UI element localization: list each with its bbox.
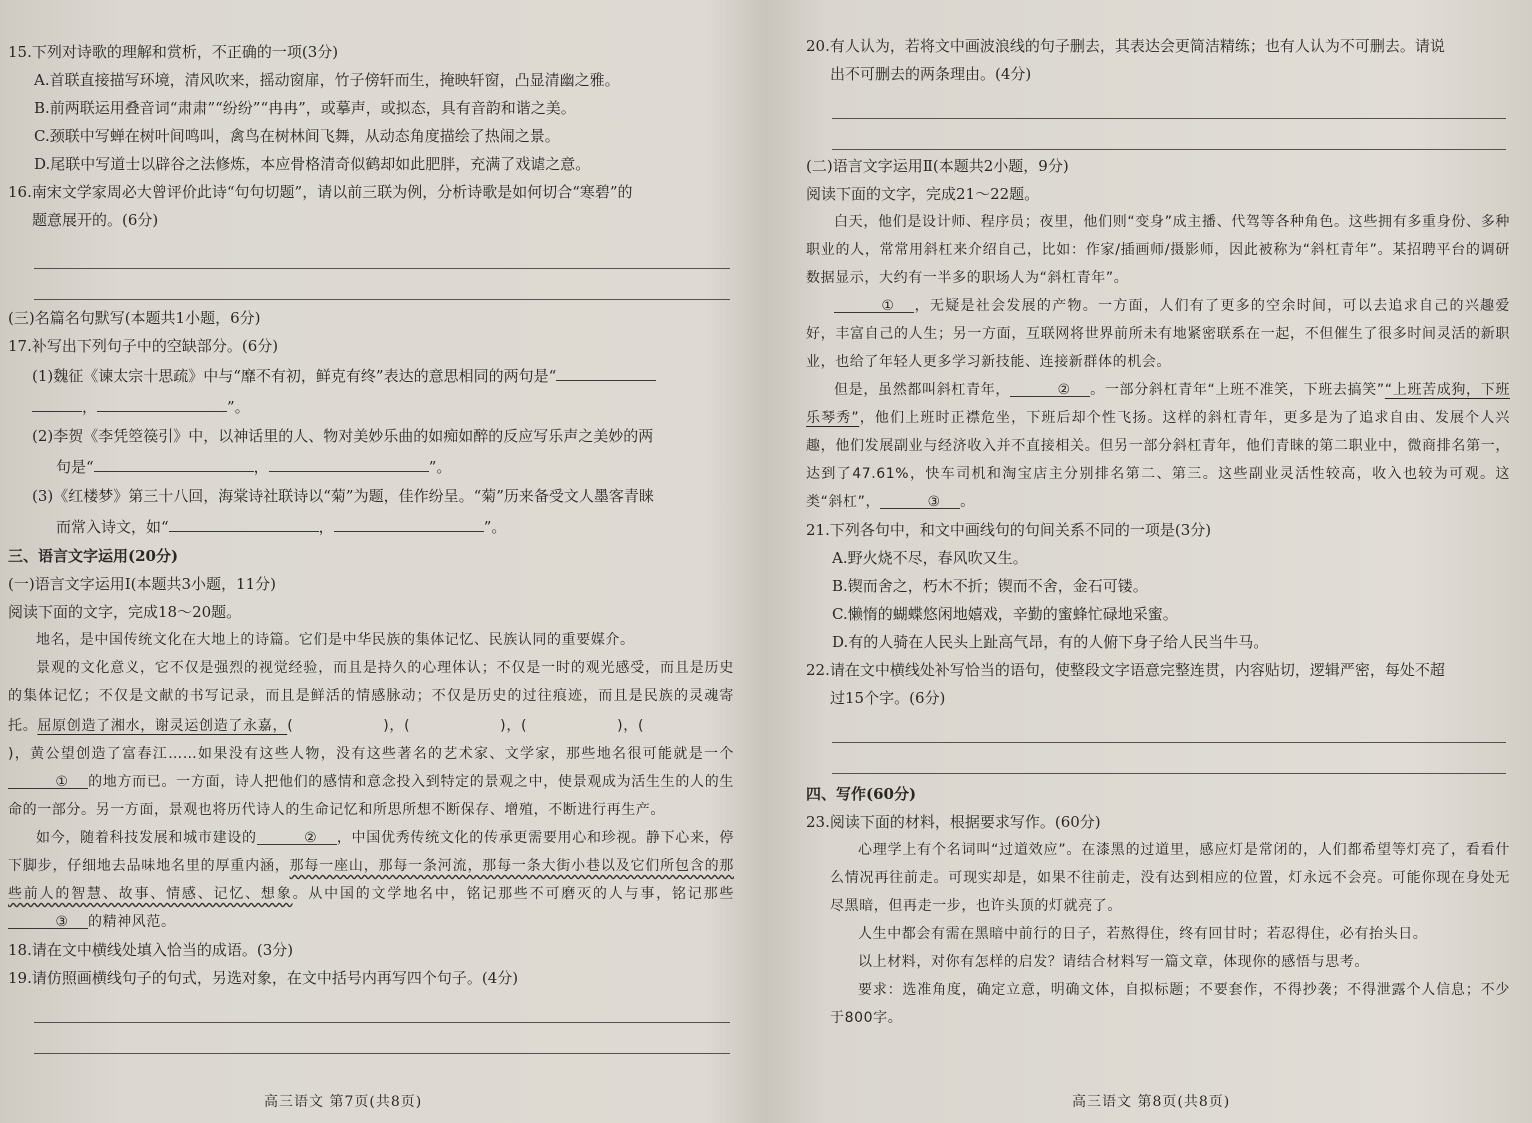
paren-blank[interactable] (527, 710, 617, 730)
underlined-sentence: 屈原创造了湘水，谢灵运创造了永嘉， (37, 718, 288, 734)
passage-text: ， (506, 718, 522, 734)
subsection-2-heading: (二)语言文字运用Ⅱ(本题共2小题，9分) (806, 157, 1069, 175)
paren-blank[interactable] (410, 710, 500, 730)
question-20-line2: 出不可删去的两条理由。(4分) (830, 65, 1032, 83)
passage-text: 的地方而已。一方面，诗人把他们的感情和意念投入到特定的景观之中，使景观成为活生生的人的生命的一部分。另一方面，景观也将历代诗人的生命记忆和所思所想不断保存、增殖，不断进行再生产。 (8, 774, 734, 818)
passage-paragraph-3 (806, 376, 1510, 516)
close-quote: ”。 (428, 458, 452, 476)
reading-instruction: 阅读下面的文字，完成18～20题。 (8, 603, 242, 621)
passage-text: 。从中国的文学地名中，铭记那些不可磨灭的人与事，铭记那些 (292, 886, 734, 902)
question-15-option-c: C.颈联中写蝉在树叶间鸣叫，禽鸟在树林间飞舞，从动态角度描绘了热闹之景。 (34, 127, 560, 145)
material-requirements: 要求：选准角度，确定立意，明确文体，自拟标题；不要套作，不得抄袭；不得泄露个人信息；不少于800字。 (830, 982, 1510, 1026)
material-text: 以上材料，对你有怎样的启发？请结合材料写一篇文章，体现你的感悟与思考。 (858, 954, 1369, 970)
close-quote: ”。 (483, 518, 507, 536)
question-17-part2-lead: 句是“ (56, 458, 94, 476)
passage-text: ，无疑是社会发展的产物。一方面，人们有了更多的空余时间，可以去追求自己的兴趣爱好，丰富自己的人生；另一方面，互联网将世界前所未有地紧密联系在一起，不但催生了很多时间灵活的新职业，也给了年轻人更多学习新技能、连接新群体的机会。 (806, 298, 1510, 370)
page-8-footer: 高三语文 第8页(共8页) (1072, 1094, 1231, 1110)
passage-paragraph-1: 地名，是中国传统文化在大地上的诗篇。它们是中华民族的集体记忆、民族认同的重要媒介。 (36, 632, 635, 648)
answer-line[interactable] (832, 119, 1506, 150)
question-21-stem: 21.下列各句中，和文中画线句的句间关系不同的一项是(3分) (806, 521, 1212, 539)
question-15-option-a: A.首联直接描写环境，清风吹来，摇动窗扉，竹子傍轩而生，掩映轩窗，凸显清幽之雅。 (34, 71, 620, 89)
blank-1[interactable]: ① (8, 768, 88, 789)
material-text: 心理学上有个名词叫“过道效应”。在漆黑的过道里，感应灯是常闭的，人们都希望等灯亮了，看看什么情况再往前走。可现实却是，如果不往前走，没有达到相应的位置，灯永远不会亮。可能你现在身处无尽黑暗，但再走一步，也许头顶的灯就亮了。 (830, 842, 1510, 914)
question-16-line1: 16.南宋文学家周必大曾评价此诗“句句切题”，请以前三联为例，分析诗歌是如何切合“寒碧”的 (8, 183, 633, 201)
blank-3[interactable]: ③ (880, 488, 960, 509)
blank-1[interactable]: ① (834, 292, 914, 313)
answer-line[interactable] (832, 712, 1506, 743)
passage-text: 如今，随着科技发展和城市建设的 (36, 830, 257, 846)
answer-line[interactable] (832, 88, 1506, 119)
blank-3[interactable]: ③ (8, 908, 88, 929)
passage-text: ， (623, 718, 638, 734)
question-17-stem: 17.补写出下列句子中的空缺部分。(6分) (8, 337, 279, 355)
question-21-option-b: B.锲而舍之，朽木不折；锲而不舍，金石可镂。 (832, 577, 1148, 595)
blank-2[interactable]: ② (257, 824, 337, 845)
passage-text: ，中国优秀传统文化的传承更需要用心和珍视。静下心来，停下脚步，仔细地去品味地名里的厚重内涵， (8, 830, 735, 874)
passage-text: 景观的文化意义，它不仅是强烈的视觉经验，而且是持久的心理体认；不仅是一时的观光感受，而且是历史的集体记忆；不仅是文献的书写记录，而且是鲜活的情感脉动；不仅是历史的过往痕迹，而且是民族的灵魂寄托。 (8, 660, 734, 734)
wavy-underlined-sentence: 那每一座山，那每一条河流，那每一条大街小巷以及它们所包含的那些前人的智慧、故事、情感、记忆、想象 (8, 858, 734, 902)
question-18: 18.请在文中横线处填入恰当的成语。(3分) (8, 941, 294, 959)
answer-line[interactable] (34, 992, 730, 1023)
passage-text: 。一部分斜杠青年“上班不准笑，下班去搞笑” (1090, 382, 1385, 398)
answer-line[interactable] (34, 238, 730, 269)
passage-text: ，黄公望创造了富春江……如果没有这些人物，没有这些著名的艺术家、文学家，那些地名很可能就是一个 (14, 746, 734, 762)
fill-blank[interactable] (97, 391, 227, 412)
passage-text: ，他们上班时正襟危坐，下班后却个性飞扬。这样的斜杠青年，更多是为了追求自由、发展个人兴趣，他们发展副业与经济收入并不直接相关。但另一部分斜杠青年，他们青睐的第二职业中，微商排名第一，达到了47.61%，快车司机和淘宝店主分别排名第二、第三。这些副业灵活性较高，收入也较为可观。这类“斜杠”， (806, 410, 1510, 510)
passage-paragraph-3 (8, 824, 734, 936)
section-3-heading: (三)名篇名句默写(本题共1小题，6分) (8, 309, 261, 327)
material-text: 人生中都会有需在黑暗中前行的日子，若熬得住，终有回甘时；若忍得住，必有抬头日。 (858, 926, 1428, 942)
question-17-part3-text: (3)《红楼梦》第三十八回，海棠诗社联诗以“菊”为题，佳作纷呈。“菊”历来备受文人墨客青睐 (32, 487, 654, 505)
passage-paragraph-1: 白天，他们是设计师、程序员；夜里，他们则“变身”成主播、代驾等各种角色。这些拥有多重身份、多种职业的人，常常用斜杠来介绍自己，比如：作家/插画师/摄影师，因此被称为“斜杠青年”。某招聘平台的调研数据显示，大约有一半多的职场人为“斜杠青年”。 (806, 214, 1510, 286)
passage-paragraph-2 (806, 292, 1510, 376)
fill-blank[interactable] (269, 451, 429, 472)
question-22-line2: 过15个字。(6分) (830, 689, 946, 707)
paren-blank[interactable] (293, 710, 383, 730)
page-7-footer: 高三语文 第7页(共8页) (264, 1094, 423, 1110)
fill-blank[interactable] (32, 391, 82, 412)
question-21-option-a: A.野火烧不尽，春风吹又生。 (832, 549, 1028, 567)
subsection-1-heading: (一)语言文字运用Ⅰ(本题共3小题，11分) (8, 575, 276, 593)
answer-line[interactable] (34, 1023, 730, 1054)
reading-instruction: 阅读下面的文字，完成21～22题。 (806, 185, 1040, 203)
question-17-part3 (8, 482, 734, 542)
material-paragraph-1 (806, 836, 1510, 1032)
close-quote: ”。 (227, 398, 250, 416)
fill-blank[interactable] (334, 511, 484, 532)
question-22-line1: 22.请在文中横线处补写恰当的语句，使整段文字语意完整连贯，内容贴切，逻辑严密，每处不超 (806, 661, 1445, 679)
passage-paragraph-2: 景观的文化意义，它不仅是强烈的视觉经验，而且是持久的心理体认；不仅是一时的观光感受，而且是历史的集体记忆；不仅是文献的书写记录，而且是鲜活的情感脉动；不仅是历史的过往痕迹，而且是民族的灵魂寄托。屈原创造了湘水，谢灵运创造了永嘉，( )，( )，( )，()，黄公望创造了富春江……如果没有这些人物，没有这些著名的艺术家、文学家，那些地名很可能就是一个① 的地方而已。一方面，诗人把他们的感情和意念投入到特定的景观之中，使景观成为活生生的人的生命的一部分。另一方面，景观也将历代诗人的生命记忆和所思所想不断保存、增殖，不断进行再生产。 (8, 660, 734, 818)
passage-text: ， (389, 718, 405, 734)
paren-blank[interactable] (644, 710, 734, 730)
answer-line[interactable] (34, 269, 730, 300)
question-23: 23.阅读下面的材料，根据要求写作。(60分) (806, 813, 1101, 831)
comma: ， (318, 518, 334, 536)
question-17-part1-text: (1)魏征《谏太宗十思疏》中与“靡不有初，鲜克有终”表达的意思相同的两句是“ (32, 367, 557, 385)
question-17-part2-text: (2)李贺《李凭箜篌引》中，以神话里的人、物对美妙乐曲的如痴如醉的反应写乐声之美妙的两 (32, 427, 654, 445)
fill-blank[interactable] (169, 511, 319, 532)
part-3-heading: 三、语言文字运用(20分) (8, 547, 179, 565)
question-15-option-d: D.尾联中写道士以辟谷之法修炼，本应骨格清奇似鹤却如此肥胖，充满了戏谑之意。 (34, 155, 591, 173)
comma: ， (253, 458, 269, 476)
passage-text: 的精神风范。 (88, 914, 176, 930)
question-17-part3-lead: 而常入诗文，如“ (56, 518, 169, 536)
passage-text: 但是，虽然都叫斜杠青年， (834, 382, 1011, 398)
question-19: 19.请仿照画横线句子的句式，另选对象，在文中括号内再写四个句子。(4分) (8, 969, 519, 987)
question-16-line2: 题意展开的。(6分) (32, 211, 159, 229)
question-15-option-b: B.前两联运用叠音词“肃肃”“纷纷”“冉冉”，或摹声，或拟态，具有音韵和谐之美。 (34, 99, 576, 117)
fill-blank[interactable] (94, 451, 254, 472)
fill-blank[interactable] (556, 360, 656, 381)
part-4-heading: 四、写作(60分) (806, 785, 917, 803)
answer-line[interactable] (832, 743, 1506, 774)
question-17-part1 (8, 360, 734, 422)
question-20-line1: 20.有人认为，若将文中画波浪线的句子删去，其表达会更简洁精练；也有人认为不可删去。请说 (806, 37, 1445, 55)
comma: ， (82, 398, 98, 416)
blank-2[interactable]: ② (1010, 376, 1090, 397)
question-17-part2 (8, 422, 734, 482)
underlined-sentence: “上班苦成狗，下班乐琴秀” (806, 382, 1511, 426)
question-21-option-d: D.有的人骑在人民头上趾高气昂，有的人俯下身子给人民当牛马。 (832, 633, 1269, 651)
page-8 (766, 0, 1532, 1123)
passage-text: 。 (960, 494, 975, 510)
question-15-stem: 15.下列对诗歌的理解和赏析，不正确的一项(3分) (8, 43, 339, 61)
question-21-option-c: C.懒惰的蝴蝶悠闲地嬉戏，辛勤的蜜蜂忙碌地采蜜。 (832, 605, 1178, 623)
